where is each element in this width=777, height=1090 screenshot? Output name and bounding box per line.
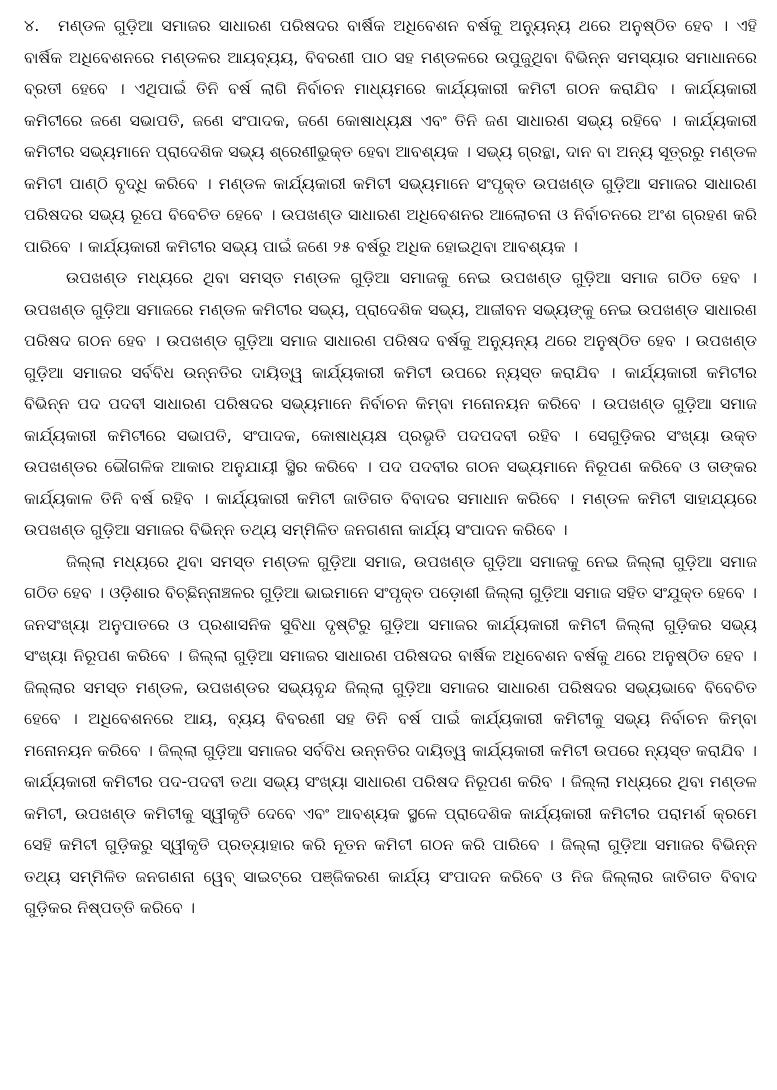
paragraph-text: ମଣ୍ଡଳ ଗୁଡ଼ିଆ ସମାଜର ସାଧାରଣ ପରିଷଦର ବାର୍ଷିକ ଅଧିବେଶନ ବର୍ଷକୁ ଅନ୍ୟୁନ୍ୟ ଥରେ ଅନୁଷ୍ଠିତ ହେବ । ଏହି ବାର୍ଷିକ ଅଧିବେଶନରେ ମଣ୍ଡଳର ଆୟବ୍ୟୟ, ବିବରଣୀ ପାଠ ସହ ମଣ୍ଡଳରେ ଉପୁଜୁଥିବା ବିଭିନ୍ନ ସମସ୍ୟାର ସମାଧାନରେ ବ୍ରତୀ ହେବେ । ଏଥିପାଇଁ ତିନି ବର୍ଷ ଲାଗି ନିର୍ବାଚନ ମାଧ୍ୟମରେ କାର୍ଯ୍ୟକାରୀ କମିଟୀ ଗଠନ କରାଯିବ । କାର୍ଯ୍ୟକାରୀ କମିଟୀରେ ଜଣେ ସଭାପତି, ଜଣେ ସଂପାଦକ, ଜଣେ କୋଷାଧ୍ୟକ୍ଷ ଏବଂ ତିନି ଜଣ ସାଧାରଣ ସଭ୍ୟ ରହିବେ । କାର୍ଯ୍ୟକାରୀ କମିଟୀର ସଭ୍ୟମାନେ ପ୍ରାଦେଶିକ ସଭ୍ୟ ଶ୍ରେଣୀଭୁକ୍ତ ହେବା ଆବଶ୍ୟକ । ସଭ୍ୟ ଗ୍ରନ୍ଥା, ଦାନ ବା ଅନ୍ୟ ସୂତ୍ରରୁ ମଣ୍ଡଳ କମିଟୀ ପାଣ୍ଠି ବୃଦ୍ଧି କରିବେ । ମଣ୍ଡଳ କାର୍ଯ୍ୟକାରୀ କମିଟୀ ସଭ୍ୟମାନେ ସଂପୃକ୍ତ ଉପଖଣ୍ଡ ଗୁଡ଼ିଆ ସମାଜର ସାଧାରଣ ପରିଷଦର ସଭ୍ୟ ରୂପେ ବିବେଚିତ ହେବେ । ଉପଖଣ୍ଡ ସାଧାରଣ ଅଧିବେଶନର ଆଲୋଚନା ଓ ନିର୍ବାଚନରେ ଅଂଶ ଗ୍ରହଣ କରି ପାରିବେ । କାର୍ଯ୍ୟକାରୀ କମିଟୀର ସଭ୍ୟ ପାଇଁ ଜଣେ ୨୫ ବର୍ଷରୁ ଅଧିକ ହୋଇଥିବା ଆବଶ୍ୟକ । (24, 16, 757, 256)
document-page (24, 10, 757, 1080)
paragraph-number: ୪. (24, 16, 40, 35)
paragraph-district (24, 546, 757, 924)
paragraph-text: ଜିଲ୍ଲା ମଧ୍ୟରେ ଥିବା ସମସ୍ତ ମଣ୍ଡଳ ଗୁଡ଼ିଆ ସମାଜ, ଉପଖଣ୍ଡ ଗୁଡ଼ିଆ ସମାଜକୁ ନେଇ ଜିଲ୍ଲା ଗୁଡ଼ିଆ ସମାଜ ଗଠିତ ହେବ । ଓଡ଼ିଶାର ବିଚ୍ଛିନ୍ନାଞ୍ଚଳର ଗୁଡ଼ିଆ ଭାଇମାନେ ସଂପୃକ୍ତ ପଡ଼ୋଶୀ ଜିଲ୍ଲା ଗୁଡ଼ିଆ ସମାଜ ସହିତ ସଂଯୁକ୍ତ ହେବେ । ଜନସଂଖ୍ୟା ଅନୁପାତରେ ଓ ପ୍ରଶାସନିକ ସୁବିଧା ଦୃଷ୍ଟିରୁ ଗୁଡ଼ିଆ ସମାଜର କାର୍ଯ୍ୟକାରୀ କମିଟୀ ଜିଲ୍ଲା ଗୁଡ଼ିକର ସଭ୍ୟ ସଂଖ୍ୟା ନିରୂପଣ କରିବେ । ଜିଲ୍ଲା ଗୁଡ଼ିଆ ସମାଜର ସାଧାରଣ ପରିଷଦର ବାର୍ଷିକ ଅଧିବେଶନ ବର୍ଷକୁ ଥରେ ଅନୁଷ୍ଠିତ ହେବ । ଜିଲ୍ଲାର ସମସ୍ତ ମଣ୍ଡଳ, ଉପଖଣ୍ଡର ସଭ୍ୟବୃନ୍ଦ ଜିଲ୍ଲା ଗୁଡ଼ିଆ ସମାଜର ସାଧାରଣ ପରିଷଦର ସଭ୍ୟଭାବେ ବିବେଚିତ ହେବେ । ଅଧିବେଶନରେ ଆୟ, ବ୍ୟୟ ବିବରଣୀ ସହ ତିନି ବର୍ଷ ପାଇଁ କାର୍ଯ୍ୟକାରୀ କମିଟୀକୁ ସଭ୍ୟ ନିର୍ବାଚନ କିମ୍ବା ମନୋନୟନ କରିବେ । ଜିଲ୍ଲା ଗୁଡ଼ିଆ ସମାଜର ସର୍ବବିଧ ଉନ୍ନତିର ଦାୟିତ୍ୱ କାର୍ଯ୍ୟକାରୀ କମିଟୀ ଉପରେ ନ୍ୟସ୍ତ କରାଯିବ । କାର୍ଯ୍ୟକାରୀ କମିଟୀର ପଦ-ପଦବୀ ତଥା ସଭ୍ୟ ସଂଖ୍ୟା ସାଧାରଣ ପରିଷଦ ନିରୂପଣ କରିବ । ଜିଲ୍ଲା ମଧ୍ୟରେ ଥିବା ମଣ୍ଡଳ କମିଟୀ, ଉପଖଣ୍ଡ କମିଟୀକୁ ସ୍ୱୀକୃତି ଦେବେ ଏବଂ ଆବଶ୍ୟକ ସ୍ଥଳେ ପ୍ରାଦେଶିକ କାର୍ଯ୍ୟକାରୀ କମିଟୀର ପରାମର୍ଶ କ୍ରମେ ସେହି କମିଟୀ ଗୁଡ଼ିକରୁ ସ୍ୱୀକୃତି ପ୍ରତ୍ୟାହାର କରି ନୂତନ କମିଟୀ ଗଠନ କରି ପାରିବେ । ଜିଲ୍ଲା ଗୁଡ଼ିଆ ସମାଜର ବିଭିନ୍ନ ତଥ୍ୟ ସମ୍ମିଳିତ ଜନଗଣନା ୱେବ୍ ସାଇଟ୍‌ରେ ପଞ୍ଜିକରଣ କାର୍ଯ୍ୟ ସଂପାଦନ କରିବେ ଓ ନିଜ ଜିଲ୍ଲାର ଜାତିଗତ ବିବାଦ ଗୁଡ଼ିକର ନିଷ୍ପତ୍ତି କରିବେ । (24, 551, 757, 917)
paragraph-subdivision (24, 262, 757, 546)
paragraph-text: ଉପଖଣ୍ଡ ମଧ୍ୟରେ ଥିବା ସମସ୍ତ ମଣ୍ଡଳ ଗୁଡ଼ିଆ ସମାଜକୁ ନେଇ ଉପଖଣ୍ଡ ଗୁଡ଼ିଆ ସମାଜ ଗଠିତ ହେବ । ଉପଖଣ୍ଡ ଗୁଡ଼ିଆ ସମାଜରେ ମଣ୍ଡଳ କମିଟୀର ସଭ୍ୟ, ପ୍ରାଦେଶିକ ସଭ୍ୟ, ଆଜୀବନ ସଭ୍ୟଙ୍କୁ ନେଇ ଉପଖଣ୍ଡ ସାଧାରଣ ପରିଷଦ ଗଠନ ହେବ । ଉପଖଣ୍ଡ ଗୁଡ଼ିଆ ସମାଜ ସାଧାରଣ ପରିଷଦ ବର୍ଷକୁ ଅନ୍ୟୁନ୍ୟ ଥରେ ଅନୁଷ୍ଠିତ ହେବ । ଉପଖଣ୍ଡ ଗୁଡ଼ିଆ ସମାଜର ସର୍ବବିଧ ଉନ୍ନତିର ଦାୟିତ୍ୱ କାର୍ଯ୍ୟକାରୀ କମିଟୀ ଉପରେ ନ୍ୟସ୍ତ କରାଯିବ । କାର୍ଯ୍ୟକାରୀ କମିଟୀର ବିଭିନ୍ନ ପଦ ପଦବୀ ସାଧାରଣ ପରିଷଦର ସଭ୍ୟମାନେ ନିର୍ବାଚନ କିମ୍ବା ମନୋନୟନ କରିବେ । ଉପଖଣ୍ଡ ଗୁଡ଼ିଆ ସମାଜ କାର୍ଯ୍ୟକାରୀ କମିଟୀରେ ସଭାପତି, ସଂପାଦକ, କୋଷାଧ୍ୟକ୍ଷ ପ୍ରଭୃତି ପଦପଦବୀ ରହିବ । ସେଗୁଡ଼ିକର ସଂଖ୍ୟା ଉକ୍ତ ଉପଖଣ୍ଡର ଭୌଗଳିକ ଆକାର ଅନୁଯାୟୀ ସ୍ଥିର କରିବେ । ପଦ ପଦବୀର ଗଠନ ସଭ୍ୟମାନେ ନିରୂପଣ କରିବେ ଓ ତାଙ୍କର କାର୍ଯ୍ୟକାଳ ତିନି ବର୍ଷ ରହିବ । କାର୍ଯ୍ୟକାରୀ କମିଟୀ ଜାତିଗତ ବିବାଦର ସମାଧାନ କରିବେ । ମଣ୍ଡଳ କମିଟୀ ସାହାଯ୍ୟରେ ଉପଖଣ୍ଡ ଗୁଡ଼ିଆ ସମାଜର ବିଭିନ୍ନ ତଥ୍ୟ ସମ୍ମିଳିତ ଜନଗଣନା କାର୍ଯ୍ୟ ସଂପାଦନ କରିବେ । (24, 268, 757, 539)
paragraph-4 (24, 10, 757, 262)
